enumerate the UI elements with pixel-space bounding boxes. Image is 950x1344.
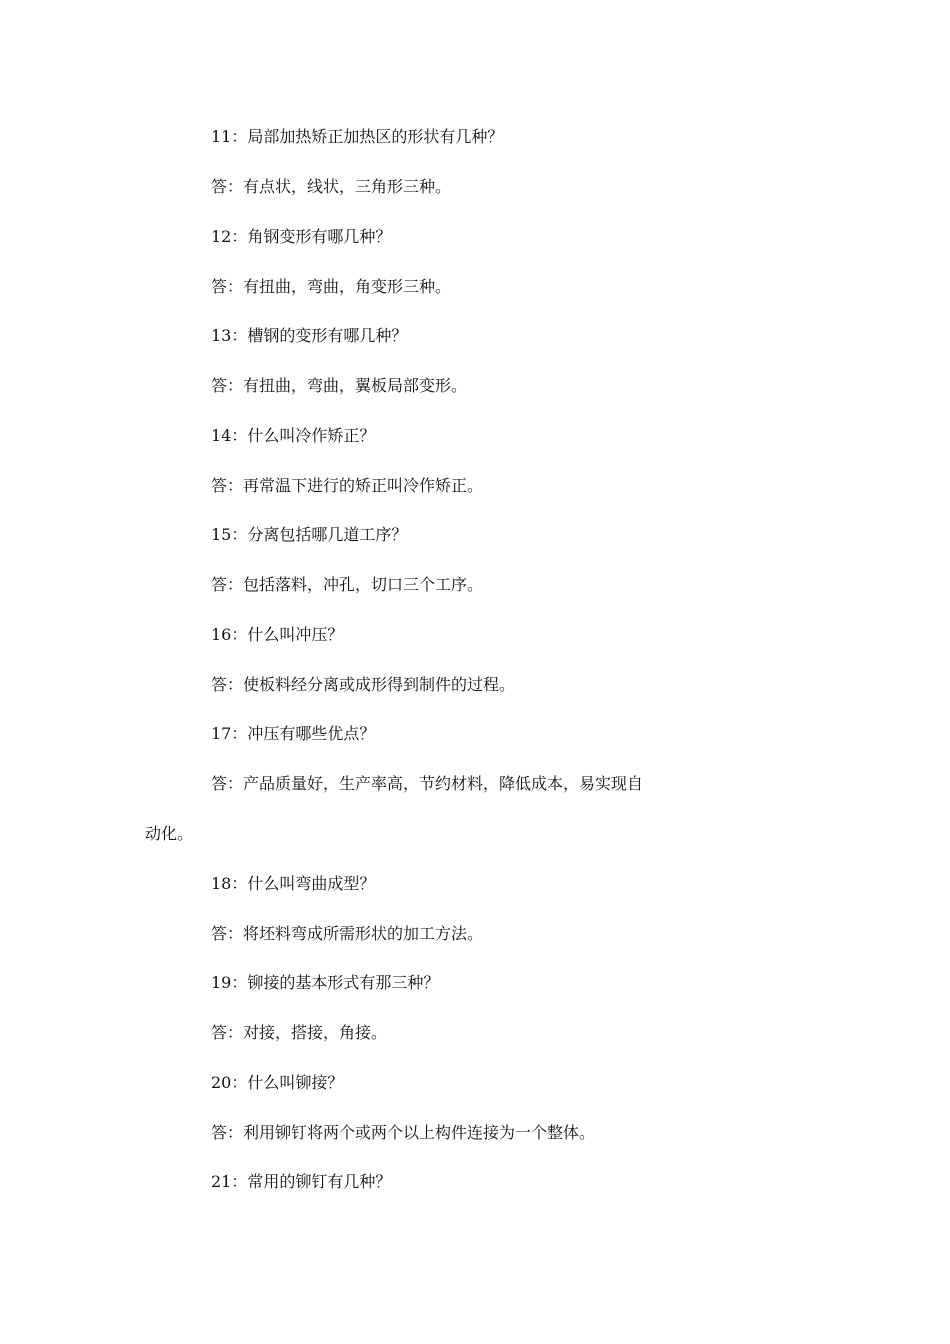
question-line: 21：常用的铆钉有几种？ [211,1172,392,1191]
question-line: 12：角钢变形有哪几种？ [211,227,392,246]
question-line: 18：什么叫弯曲成型？ [211,874,376,893]
answer-line-continuation: 动化。 [145,824,194,843]
answer-line: 答：包括落料，冲孔，切口三个工序。 [211,575,484,594]
question-line: 11：局部加热矫正加热区的形状有几种？ [211,127,504,146]
question-line: 19：铆接的基本形式有那三种？ [211,973,440,992]
answer-line: 答：使板料经分离或成形得到制件的过程。 [211,675,516,694]
question-line: 16：什么叫冲压？ [211,625,344,644]
answer-line: 答：将坯料弯成所需形状的加工方法。 [211,924,484,943]
question-line: 17：冲压有哪些优点？ [211,724,376,743]
question-line: 14：什么叫冷作矫正？ [211,426,376,445]
answer-line: 答：利用铆钉将两个或两个以上构件连接为一个整体。 [211,1123,596,1142]
answer-line: 答：有扭曲，弯曲，翼板局部变形。 [211,376,468,395]
question-line: 15：分离包括哪几道工序？ [211,525,408,544]
question-line: 13：槽钢的变形有哪几种？ [211,326,408,345]
answer-line: 答：有点状，线状，三角形三种。 [211,177,452,196]
answer-line: 答：产品质量好，生产率高，节约材料，降低成本，易实现自 [211,774,644,793]
question-line: 20：什么叫铆接？ [211,1073,344,1092]
answer-line: 答：对接，搭接，角接。 [211,1023,388,1042]
answer-line: 答：再常温下进行的矫正叫冷作矫正。 [211,476,484,495]
answer-line: 答：有扭曲，弯曲，角变形三种。 [211,277,452,296]
